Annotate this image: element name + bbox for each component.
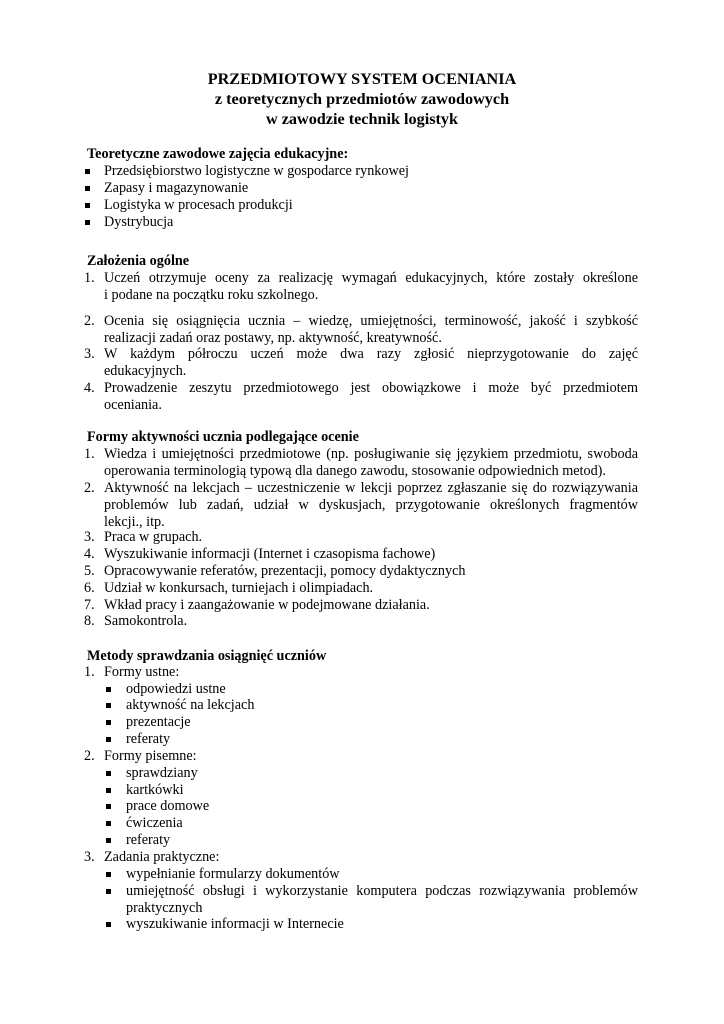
- document-subtitle-profession: w zawodzie technik logistyk: [266, 110, 458, 128]
- list-number: 3.: [84, 849, 95, 865]
- bullet-square-icon: [106, 922, 111, 927]
- method-item: kartkówki: [126, 782, 184, 798]
- document-subtitle: z teoretycznych przedmiotów zawodowych: [214, 90, 510, 108]
- list-number: 1.: [84, 446, 95, 462]
- general-heading: Założenia ogólne: [87, 253, 190, 269]
- bullet-square-icon: [106, 872, 111, 877]
- general-item: edukacyjnych.: [104, 363, 187, 379]
- general-item: i podane na początku roku szkolnego.: [104, 287, 319, 303]
- bullet-square-icon: [106, 687, 111, 692]
- subject-item: Logistyka w procesach produkcji: [104, 197, 293, 213]
- list-number: 4.: [84, 380, 95, 396]
- list-number: 2.: [84, 313, 95, 329]
- method-item: wypełnianie formularzy dokumentów: [126, 866, 340, 882]
- activity-item: Praca w grupach.: [104, 529, 203, 545]
- general-item: Uczeń otrzymuje oceny za realizację wymagań edukacyjnych, które zostały określone: [104, 270, 638, 286]
- general-item: oceniania.: [104, 397, 162, 413]
- bullet-square-icon: [106, 838, 111, 843]
- bullet-square-icon: [85, 169, 90, 174]
- bullet-square-icon: [106, 737, 111, 742]
- method-item: aktywność na lekcjach: [126, 697, 255, 713]
- bullet-square-icon: [106, 720, 111, 725]
- bullet-square-icon: [106, 804, 111, 809]
- general-item: Ocenia się osiągnięcia ucznia – wiedzę, umiejętności, terminowość, jakość i szybkość: [104, 313, 638, 329]
- bullet-square-icon: [106, 821, 111, 826]
- subjects-heading: Teoretyczne zawodowe zajęcia edukacyjne:: [87, 146, 349, 162]
- activity-item: problemów lub zadań, udział w dyskusjach, przygotowanie określonych fragmentów: [104, 497, 638, 513]
- method-item: ćwiczenia: [126, 815, 183, 831]
- activity-heading: Formy aktywności ucznia podlegające ocenie: [87, 429, 359, 445]
- method-item: prezentacje: [126, 714, 191, 730]
- method-item: sprawdziany: [126, 765, 198, 781]
- bullet-square-icon: [85, 203, 90, 208]
- methods-heading: Metody sprawdzania osiągnięć uczniów: [87, 648, 327, 664]
- list-number: 7.: [84, 597, 95, 613]
- activity-item: Opracowywanie referatów, prezentacji, pomocy dydaktycznych: [104, 563, 466, 579]
- list-number: 4.: [84, 546, 95, 562]
- general-item: W każdym półroczu uczeń może dwa razy zgłosić nieprzygotowanie do zajęć: [104, 346, 638, 362]
- list-number: 3.: [84, 346, 95, 362]
- bullet-square-icon: [106, 788, 111, 793]
- method-item: prace domowe: [126, 798, 210, 814]
- list-number: 1.: [84, 270, 95, 286]
- activity-item: Udział w konkursach, turniejach i olimpiadach.: [104, 580, 374, 596]
- bullet-square-icon: [106, 889, 111, 894]
- method-item: odpowiedzi ustne: [126, 681, 226, 697]
- list-number: 6.: [84, 580, 95, 596]
- list-number: 8.: [84, 613, 95, 629]
- activity-item: Samokontrola.: [104, 613, 188, 629]
- subject-item: Przedsiębiorstwo logistyczne w gospodarce rynkowej: [104, 163, 409, 179]
- general-item: Prowadzenie zeszytu przedmiotowego jest obowiązkowe i może być przedmiotem: [104, 380, 638, 396]
- document-title: PRZEDMIOTOWY SYSTEM OCENIANIA: [207, 70, 517, 88]
- subject-item: Zapasy i magazynowanie: [104, 180, 249, 196]
- method-group-label: Zadania praktyczne:: [104, 849, 220, 865]
- bullet-square-icon: [85, 186, 90, 191]
- method-group-label: Formy ustne:: [104, 664, 180, 680]
- method-item: praktycznych: [126, 900, 203, 916]
- bullet-square-icon: [106, 703, 111, 708]
- activity-item: Aktywność na lekcjach – uczestniczenie w lekcji poprzez zgłaszanie się do rozwiązywania: [104, 480, 638, 496]
- general-item: realizacji zadań oraz postawy, np. aktywność, kreatywność.: [104, 330, 442, 346]
- list-number: 3.: [84, 529, 95, 545]
- method-item: referaty: [126, 731, 171, 747]
- activity-item: operowania terminologią typową dla danego zawodu, stosowanie odpowiednich metod).: [104, 463, 606, 479]
- method-item: umiejętność obsługi i wykorzystanie komputera podczas rozwiązywania problemów: [126, 883, 638, 899]
- method-item: referaty: [126, 832, 171, 848]
- activity-item: Wkład pracy i zaangażowanie w podejmowane działania.: [104, 597, 430, 613]
- activity-item: lekcji., itp.: [104, 514, 165, 530]
- method-item: wyszukiwanie informacji w Internecie: [126, 916, 344, 932]
- list-number: 2.: [84, 480, 95, 496]
- bullet-square-icon: [85, 220, 90, 225]
- list-number: 2.: [84, 748, 95, 764]
- bullet-square-icon: [106, 771, 111, 776]
- method-group-label: Formy pisemne:: [104, 748, 197, 764]
- activity-item: Wyszukiwanie informacji (Internet i czasopisma fachowe): [104, 546, 436, 562]
- list-number: 5.: [84, 563, 95, 579]
- activity-item: Wiedza i umiejętności przedmiotowe (np. posługiwanie się językiem przedmiotu, swoboda: [104, 446, 638, 462]
- subject-item: Dystrybucja: [104, 214, 174, 230]
- list-number: 1.: [84, 664, 95, 680]
